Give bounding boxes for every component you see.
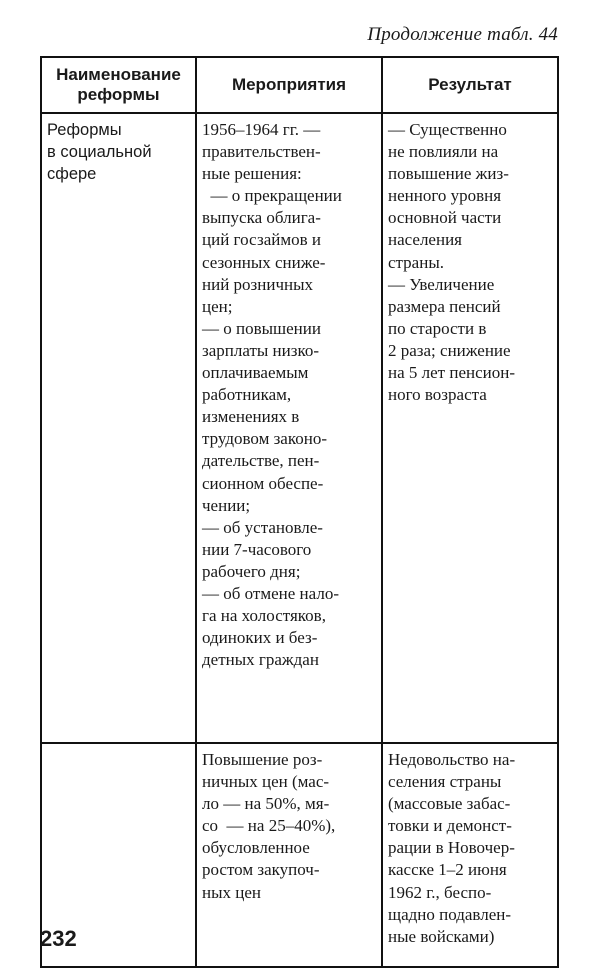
header-measures: Мероприятия bbox=[196, 57, 382, 113]
result-cell bbox=[382, 113, 558, 743]
reform-name-cell bbox=[41, 113, 196, 743]
result-text: Недовольство на- селения страны (массовые забас- товки и демонст- рации в Новочер- касске 1–2 июня 1962 г., беспо- щадно подавлен- ные войсками) bbox=[388, 750, 516, 946]
result-text: — Существенно не повлияли на повышение жиз- ненного уровня основной части населения страны. — Увеличение размера пенсий по старости в 2 раза; снижение на 5 лет пенсион- ного возраста bbox=[388, 120, 515, 405]
reform-name-text bbox=[42, 744, 195, 753]
reforms-table bbox=[40, 56, 559, 968]
table-row bbox=[41, 113, 558, 743]
header-result: Результат bbox=[382, 57, 558, 113]
measures-cell bbox=[196, 743, 382, 967]
table-row bbox=[41, 743, 558, 967]
table-continuation-caption: Продолжение табл. 44 bbox=[367, 24, 558, 45]
measures-text: Повышение роз- ничных цен (мас- ло — на 50%, мя- со — на 25–40%), обусловленное ростом закупоч- ных цен bbox=[202, 750, 336, 902]
measures-text: 1956–1964 гг. — правительствен- ные решения: — о прекращении выпуска облига- ций госзаймов и сезонных сниже- ний розничных цен; — о повышении зарплаты низко- оплачиваемым работникам, изменениях в трудовом законо- дательстве, пен- сионном обеспе- чении; — об установле- нии 7-часового рабочего дня; — об отмене нало- га на холостяков, одиноких и без- детных граждан bbox=[202, 120, 342, 670]
measures-cell bbox=[196, 113, 382, 743]
table-header-row bbox=[41, 57, 558, 113]
header-reform-name: Наименование реформы bbox=[41, 57, 196, 113]
page-number: 232 bbox=[40, 926, 77, 951]
reform-name-text: Реформы в социальной сфере bbox=[47, 121, 152, 184]
result-cell bbox=[382, 743, 558, 967]
